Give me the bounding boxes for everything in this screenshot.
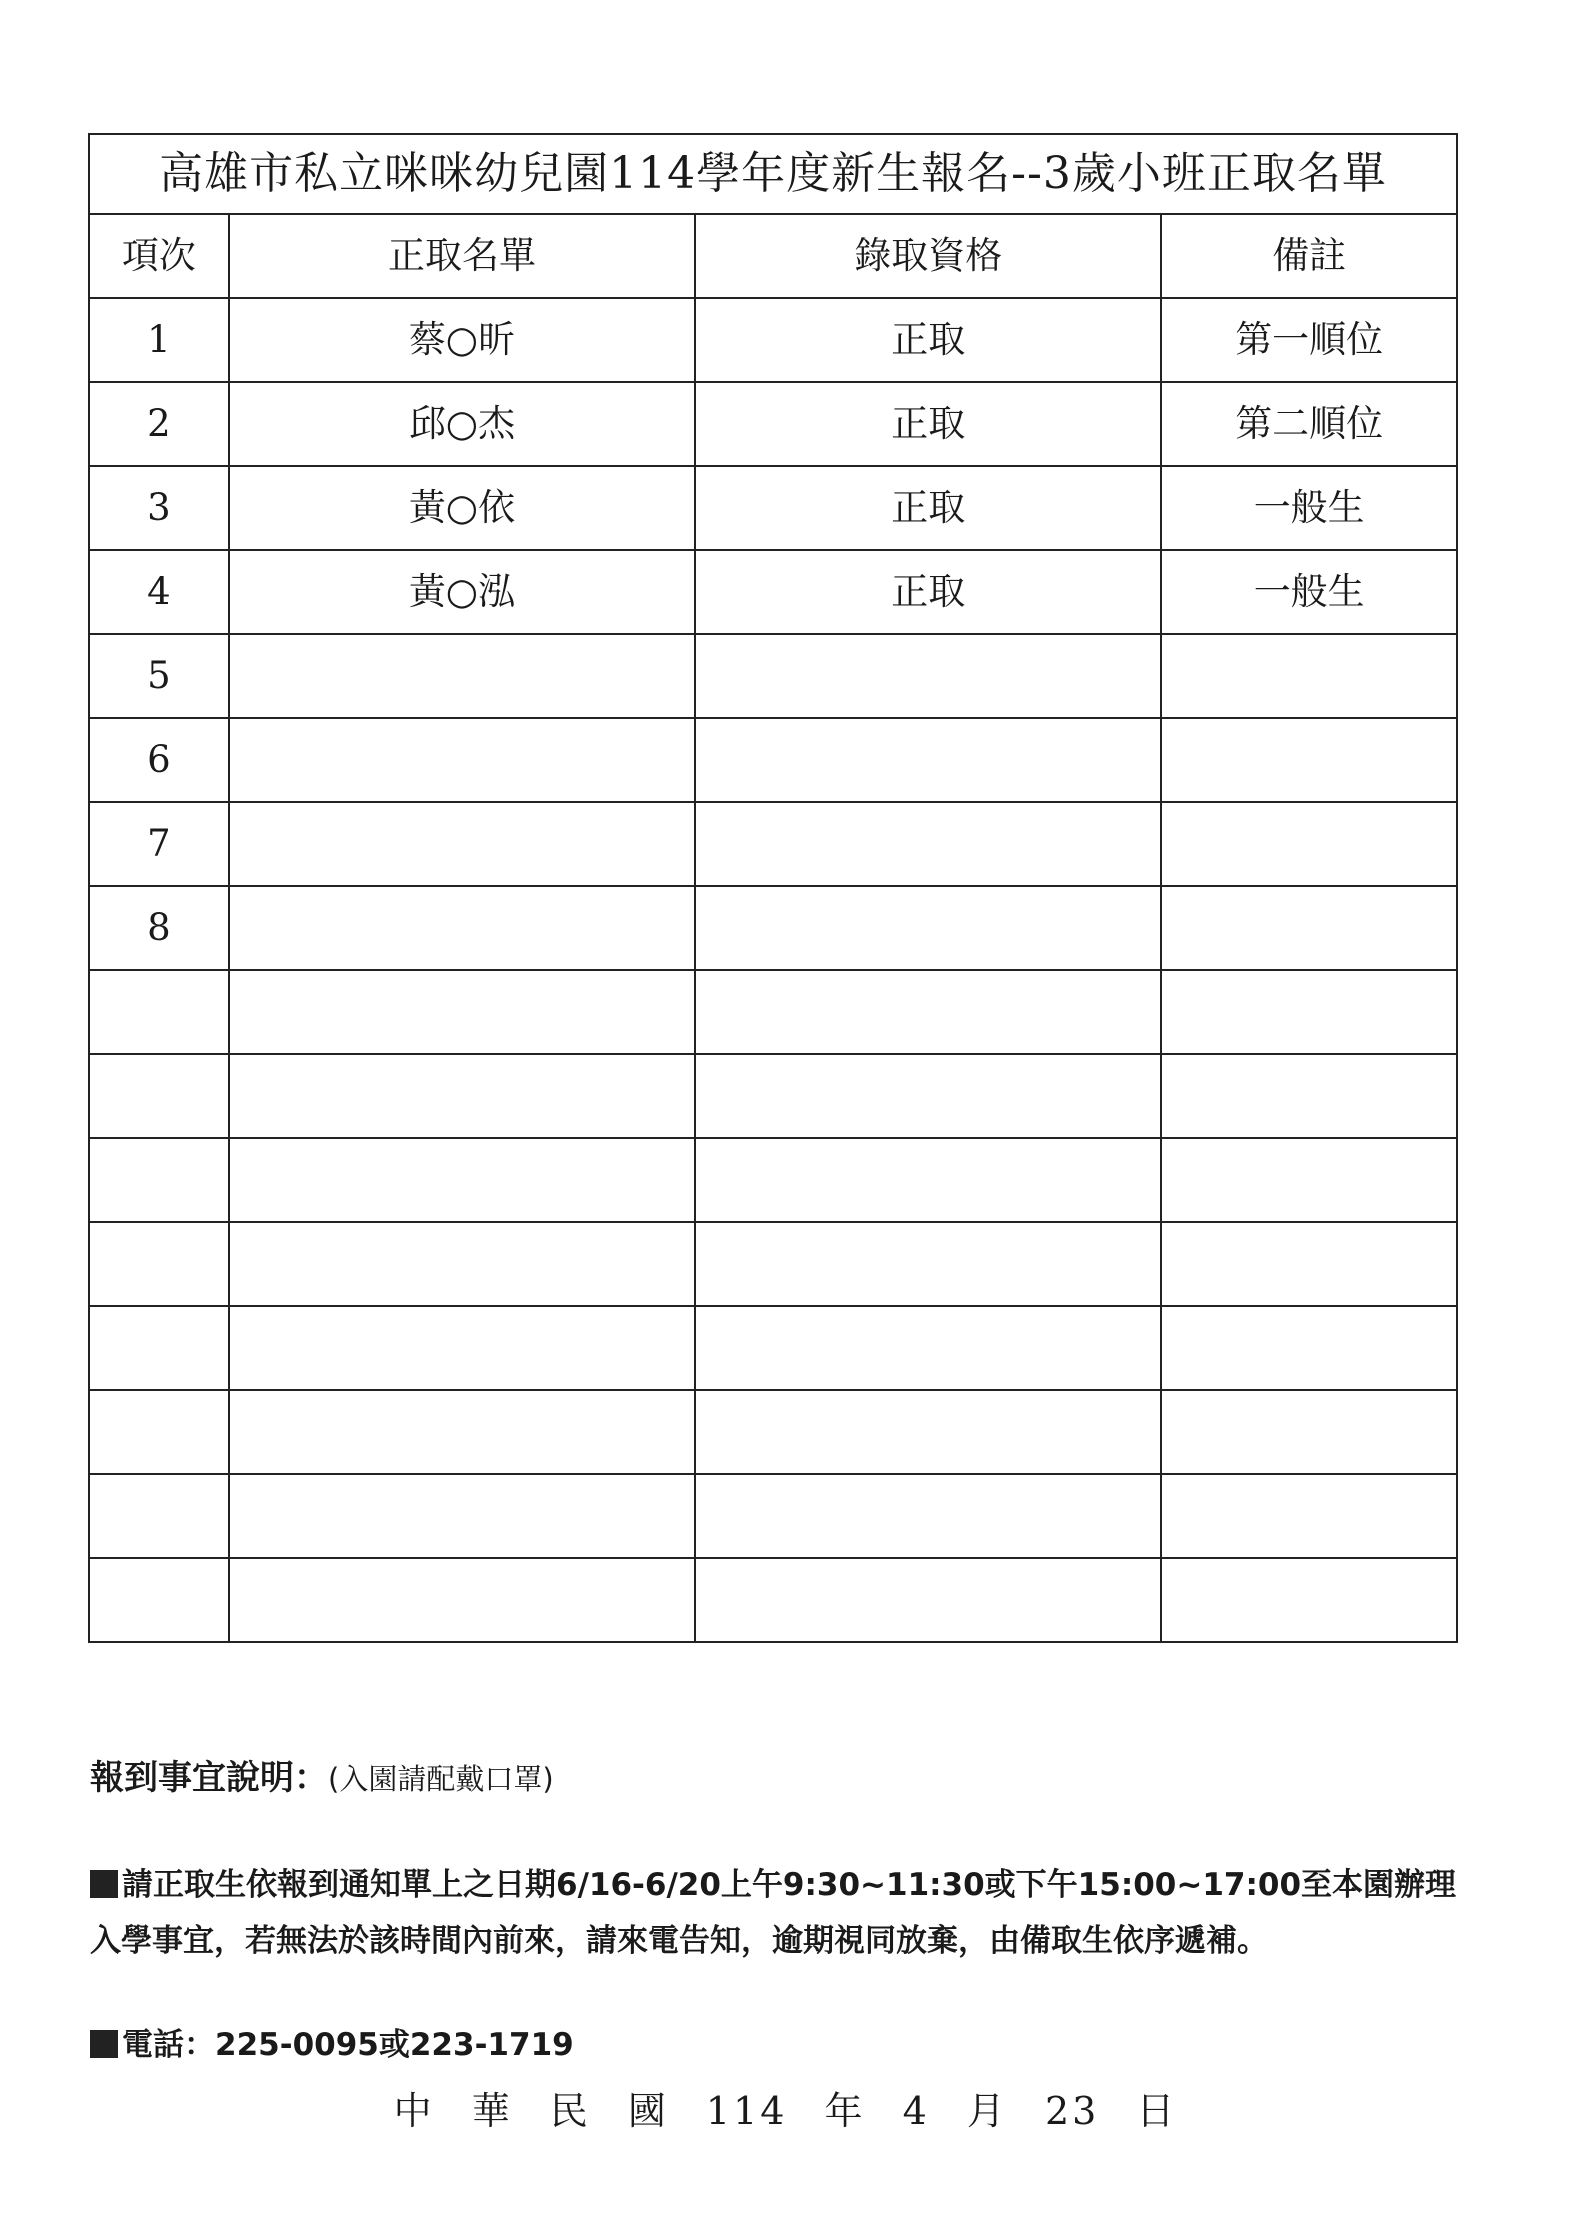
cell-note xyxy=(1161,802,1457,886)
cell-item-no: 3 xyxy=(89,466,229,550)
notes-heading-sub: (入園請配戴口罩) xyxy=(328,1762,554,1796)
cell-qualification: 正取 xyxy=(695,466,1161,550)
cell-item-no xyxy=(89,1558,229,1642)
cell-qualification xyxy=(695,802,1161,886)
cell-name: 黃○泓 xyxy=(229,550,695,634)
cell-item-no: 8 xyxy=(89,886,229,970)
notice-text: 請正取生依報到通知單上之日期6/16-6/20上午9:30~11:30或下午15:00~17:00至本園辦理入學事宜，若無法於該時間內前來，請來電告知，逾期視同放棄，由備取生依序遞補。 xyxy=(90,1867,1457,1959)
cell-name xyxy=(229,1222,695,1306)
phone-text: 電話：225-0095或223-1719 xyxy=(122,2027,574,2063)
table-title-row xyxy=(89,134,1457,214)
cell-item-no: 4 xyxy=(89,550,229,634)
cell-item-no xyxy=(89,970,229,1054)
cell-item-no xyxy=(89,1054,229,1138)
cell-note xyxy=(1161,718,1457,802)
table-row xyxy=(89,298,1457,382)
cell-qualification xyxy=(695,1054,1161,1138)
square-bullet-icon xyxy=(90,2030,118,2058)
header-item-no: 項次 xyxy=(89,214,229,298)
table-row xyxy=(89,970,1457,1054)
cell-note xyxy=(1161,1558,1457,1642)
cell-item-no xyxy=(89,1390,229,1474)
table-row xyxy=(89,1138,1457,1222)
table-row xyxy=(89,550,1457,634)
cell-qualification xyxy=(695,1390,1161,1474)
cell-name xyxy=(229,634,695,718)
cell-name xyxy=(229,1474,695,1558)
table-row xyxy=(89,382,1457,466)
cell-note xyxy=(1161,1306,1457,1390)
cell-item-no: 2 xyxy=(89,382,229,466)
table-row xyxy=(89,1474,1457,1558)
cell-qualification xyxy=(695,1138,1161,1222)
table-row xyxy=(89,1558,1457,1642)
cell-qualification: 正取 xyxy=(695,382,1161,466)
table-row xyxy=(89,466,1457,550)
cell-qualification xyxy=(695,1474,1161,1558)
cell-qualification xyxy=(695,886,1161,970)
cell-qualification xyxy=(695,1306,1161,1390)
cell-qualification xyxy=(695,718,1161,802)
cell-note: 一般生 xyxy=(1161,550,1457,634)
cell-qualification: 正取 xyxy=(695,298,1161,382)
cell-note xyxy=(1161,1222,1457,1306)
table-row xyxy=(89,1054,1457,1138)
cell-note: 一般生 xyxy=(1161,466,1457,550)
cell-note xyxy=(1161,970,1457,1054)
cell-note: 第二順位 xyxy=(1161,382,1457,466)
cell-note xyxy=(1161,1474,1457,1558)
notes-heading-text: 報到事宜說明： xyxy=(90,1758,328,1798)
cell-name xyxy=(229,970,695,1054)
cell-item-no xyxy=(89,1474,229,1558)
cell-name xyxy=(229,1306,695,1390)
cell-note: 第一順位 xyxy=(1161,298,1457,382)
cell-qualification xyxy=(695,1222,1161,1306)
cell-item-no: 6 xyxy=(89,718,229,802)
header-name: 正取名單 xyxy=(229,214,695,298)
cell-qualification xyxy=(695,1558,1161,1642)
cell-name: 邱○杰 xyxy=(229,382,695,466)
cell-qualification xyxy=(695,634,1161,718)
cell-name xyxy=(229,718,695,802)
cell-note xyxy=(1161,1390,1457,1474)
issue-date: 中 華 民 國 114 年 4 月 23 日 xyxy=(393,2089,1178,2133)
table-row xyxy=(89,1222,1457,1306)
cell-item-no: 1 xyxy=(89,298,229,382)
cell-item-no: 7 xyxy=(89,802,229,886)
table-row xyxy=(89,1390,1457,1474)
cell-note xyxy=(1161,634,1457,718)
table-row xyxy=(89,718,1457,802)
cell-item-no xyxy=(89,1222,229,1306)
cell-name xyxy=(229,1390,695,1474)
cell-name xyxy=(229,1054,695,1138)
cell-name: 黃○依 xyxy=(229,466,695,550)
table-row xyxy=(89,886,1457,970)
table-row xyxy=(89,634,1457,718)
table-row xyxy=(89,802,1457,886)
header-note: 備註 xyxy=(1161,214,1457,298)
header-qualification: 錄取資格 xyxy=(695,214,1161,298)
table-title: 高雄市私立咪咪幼兒園114學年度新生報名--3歲小班正取名單 xyxy=(89,134,1457,214)
cell-name: 蔡○昕 xyxy=(229,298,695,382)
cell-name xyxy=(229,886,695,970)
table-row xyxy=(89,1306,1457,1390)
notes-heading xyxy=(90,1750,1470,1799)
cell-item-no xyxy=(89,1306,229,1390)
cell-item-no xyxy=(89,1138,229,1222)
cell-item-no: 5 xyxy=(89,634,229,718)
header-row xyxy=(89,214,1457,298)
cell-name xyxy=(229,802,695,886)
cell-qualification: 正取 xyxy=(695,550,1161,634)
square-bullet-icon xyxy=(90,1870,118,1898)
admission-table xyxy=(88,133,1458,1643)
cell-name xyxy=(229,1138,695,1222)
phone-line xyxy=(90,2019,1470,2064)
cell-note xyxy=(1161,1054,1457,1138)
notice-paragraph xyxy=(90,1857,1470,1969)
cell-name xyxy=(229,1558,695,1642)
cell-note xyxy=(1161,886,1457,970)
notes-section xyxy=(90,1750,1470,2064)
cell-note xyxy=(1161,1138,1457,1222)
cell-qualification xyxy=(695,970,1161,1054)
